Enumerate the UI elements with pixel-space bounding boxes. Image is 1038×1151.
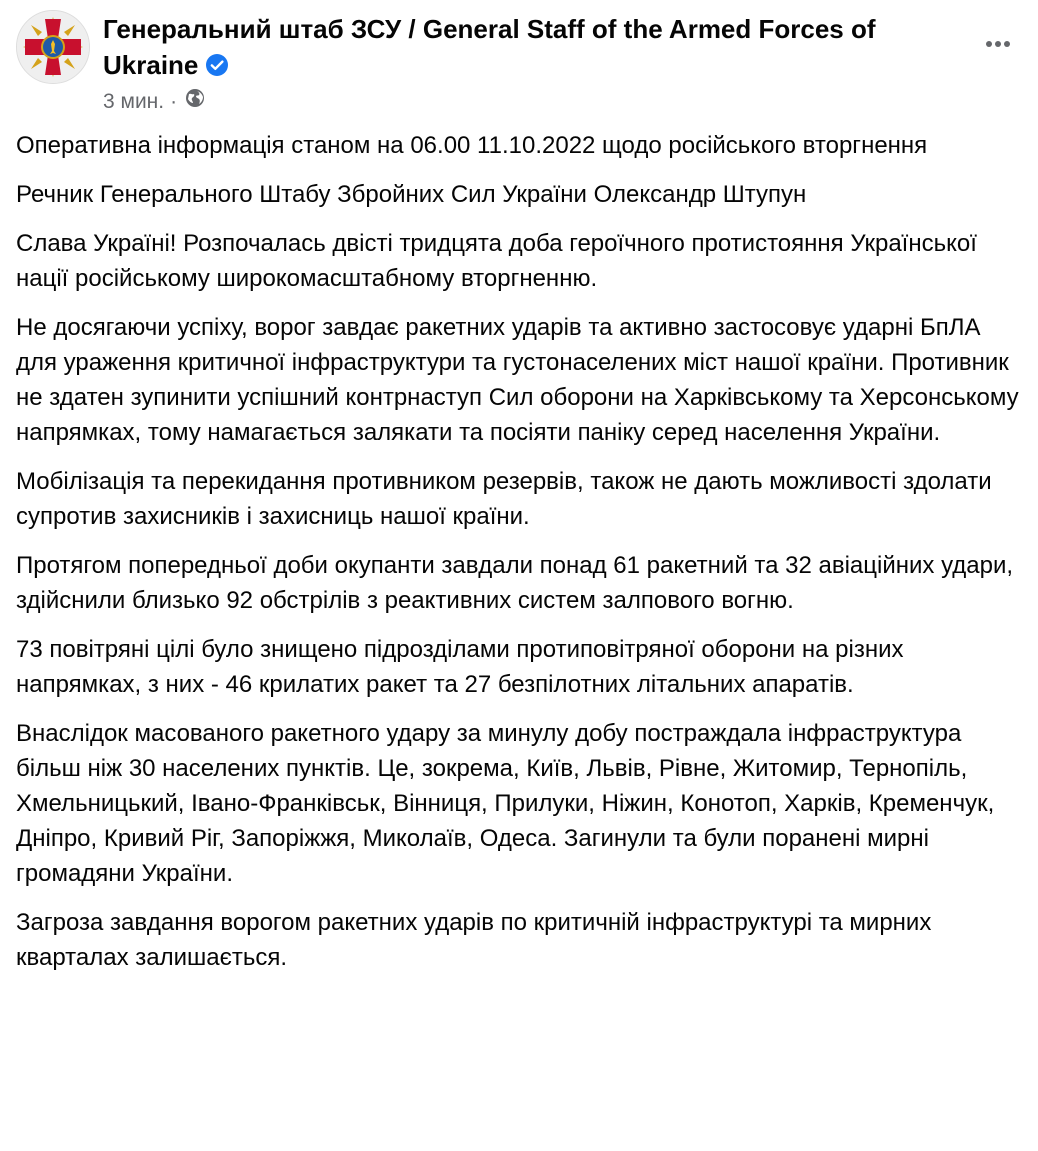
page-name-link[interactable] bbox=[103, 11, 903, 86]
post-paragraph: Загроза завдання ворогом ракетних ударів по критичній інфраструктурі та мирних кварталах залишається. bbox=[16, 909, 932, 971]
more-options-button[interactable] bbox=[976, 26, 1020, 62]
globe-icon[interactable] bbox=[185, 88, 205, 115]
post-paragraph: Не досягаючи успіху, ворог завдає ракетних ударів та активно застосовує ударні БпЛА для ураження критичної інфраструктури та густонаселених міст нашої країни. Противник не здатен зупинити успішний контрнаступ Сил оборони на Харківському та Херсонському напрямках, тому намагається залякати та посіяти паніку серед населення України. bbox=[16, 314, 1019, 446]
more-options-icon bbox=[985, 40, 1011, 48]
page-avatar[interactable] bbox=[16, 10, 90, 84]
page-name-text[interactable]: Генеральний штаб ЗСУ / General Staff of the Armed Forces of Ukraine bbox=[103, 14, 876, 80]
post-paragraph: Протягом попередньої доби окупанти завдали понад 61 ракетний та 32 авіаційних удари, здійснили близько 92 обстрілів з реактивних систем залпового вогню. bbox=[16, 552, 1014, 614]
post-paragraph: Внаслідок масованого ракетного удару за минулу добу постраждала інфраструктура більш ніж 30 населених пунктів. Це, зокрема, Київ, Львів, Рівне, Житомир, Тернопіль, Хмельницький, Івано-Франківськ, Вінниця, Прилуки, Ніжин, Конотоп, Харків, Кременчук, Дніпро, Кривий Ріг, Запоріжжя, Миколаїв, Одеса. Загинули та були поранені мирні громадяни України. bbox=[16, 720, 995, 887]
post-body bbox=[16, 128, 1022, 989]
post-paragraph: Мобілізація та перекидання противником резервів, також не дають можливості здолати супротив захисників і захисниць нашої країни. bbox=[16, 468, 992, 530]
post-paragraph: 73 повітряні цілі було знищено підрозділами протиповітряної оборони на різних напрямках, з них - 46 крилатих ракет та 27 безпілотних літальних апаратів. bbox=[16, 636, 904, 698]
post-paragraph: Речник Генерального Штабу Збройних Сил України Олександр Штупун bbox=[16, 181, 807, 208]
post-header bbox=[0, 0, 1038, 125]
verified-badge-icon bbox=[205, 50, 229, 86]
post-timestamp[interactable]: 3 мин. bbox=[103, 89, 165, 113]
post-paragraph: Оперативна інформація станом на 06.00 11.10.2022 щодо російського вторгнення bbox=[16, 132, 928, 159]
meta-separator: · bbox=[170, 89, 178, 113]
general-staff-emblem-icon bbox=[17, 11, 89, 83]
post-paragraph: Слава Україні! Розпочалась двісті тридцята доба героїчного протистояння Української нації російському широкомасштабному вторгненню. bbox=[16, 230, 977, 292]
post-meta bbox=[103, 88, 205, 115]
